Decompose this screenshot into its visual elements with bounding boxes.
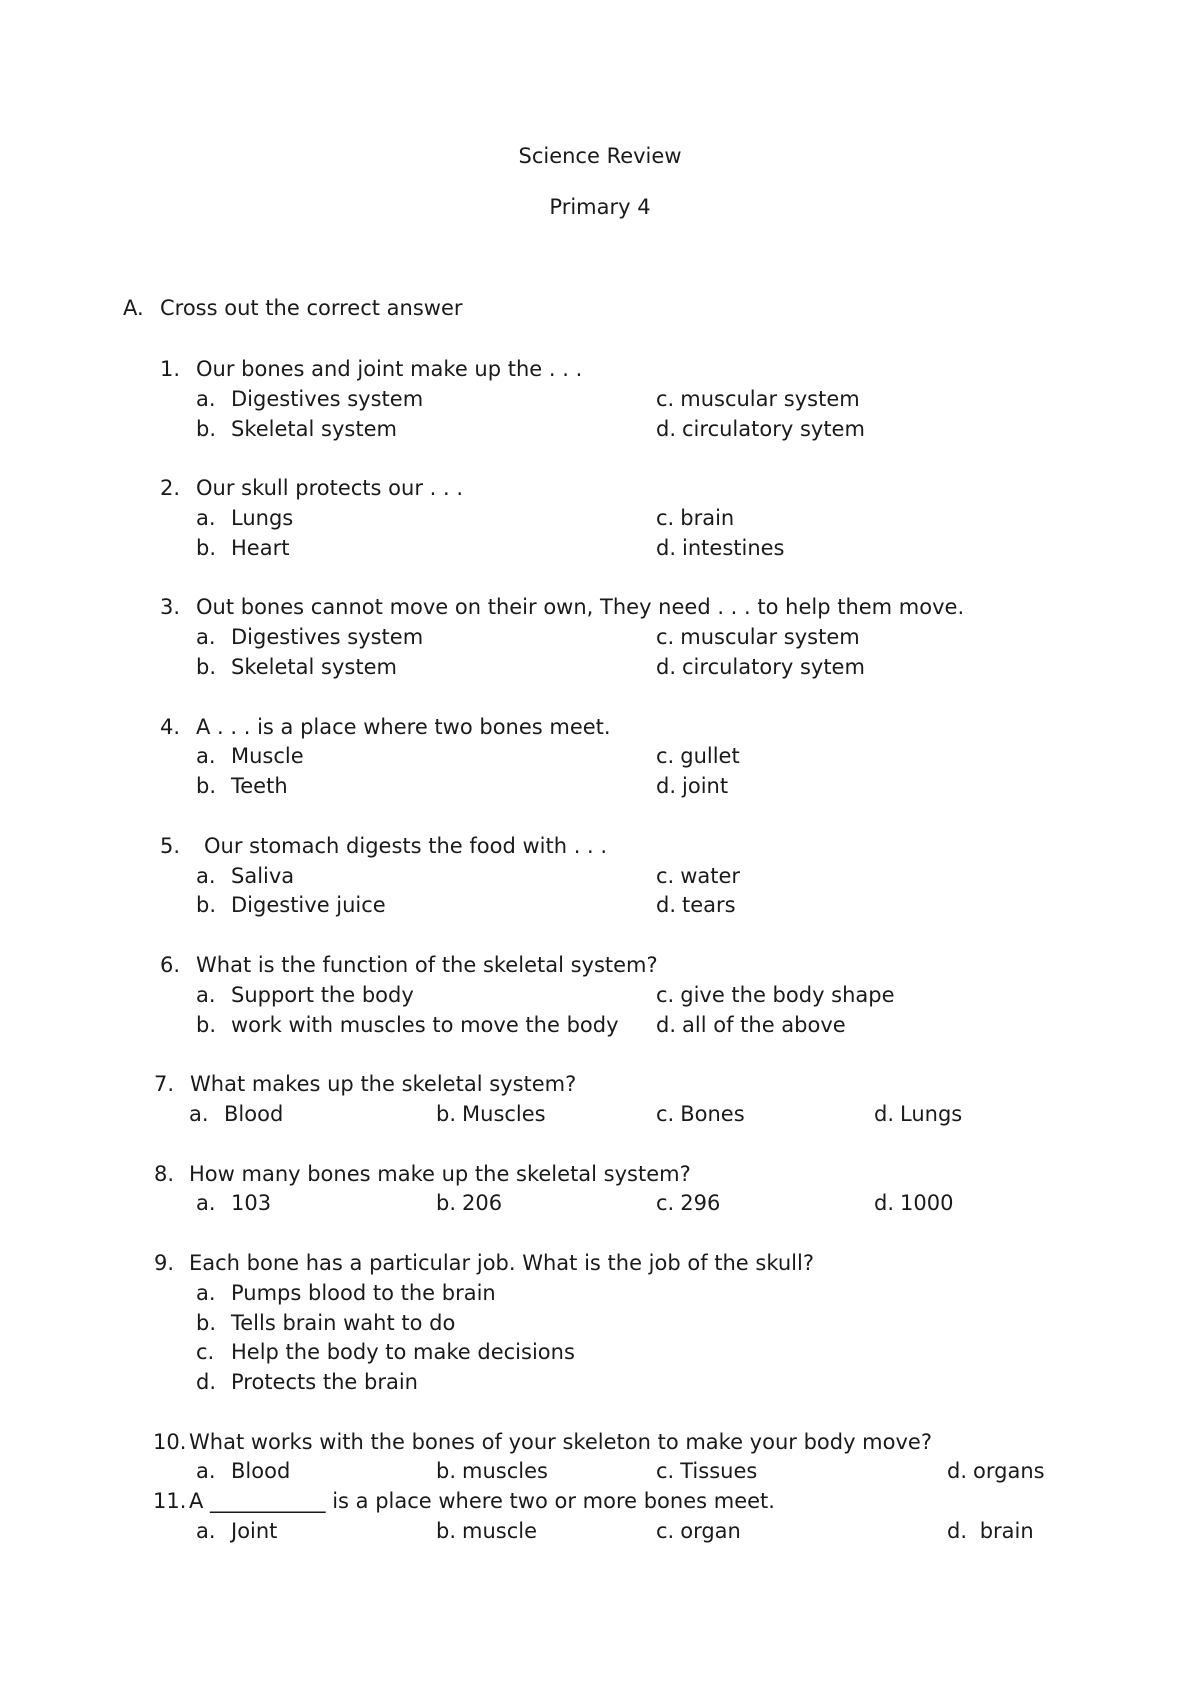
option-c[interactable]: c. brain — [656, 505, 735, 530]
option-b[interactable]: b. Digestive juice — [196, 893, 386, 918]
option-a[interactable]: a. Pumps blood to the brain — [196, 1280, 496, 1305]
option-a[interactable]: a. Support the body — [196, 982, 414, 1007]
option-c[interactable]: c. Tissues — [656, 1459, 758, 1484]
question-1 — [0, 355, 1200, 444]
question-8 — [0, 1160, 1200, 1220]
option-c[interactable]: c. Bones — [656, 1101, 745, 1126]
option-b[interactable]: b. Skeletal system — [196, 654, 397, 679]
question-number: 6. — [160, 952, 181, 977]
question-3 — [0, 593, 1200, 682]
option-b[interactable]: b. Tells brain waht to do — [196, 1310, 456, 1335]
question-number: 4. — [160, 714, 181, 739]
question-number: 11. — [153, 1489, 187, 1514]
question-5 — [0, 832, 1200, 921]
option-d[interactable]: d. 1000 — [874, 1191, 954, 1216]
option-d[interactable]: d. brain — [947, 1519, 1034, 1544]
option-a[interactable]: a. 103 — [196, 1191, 272, 1216]
question-number: 8. — [154, 1161, 175, 1186]
page-title: Science Review — [518, 144, 682, 168]
option-d[interactable]: d. tears — [656, 893, 736, 918]
question-10 — [0, 1428, 1200, 1488]
section-letter: A. — [123, 296, 144, 320]
option-d[interactable]: d. organs — [947, 1459, 1045, 1484]
section-instruction: Cross out the correct answer — [160, 296, 463, 320]
question-7 — [0, 1070, 1200, 1130]
question-11 — [0, 1487, 1200, 1547]
question-number: 7. — [154, 1072, 175, 1097]
option-c[interactable]: c. gullet — [656, 744, 740, 769]
question-number: 2. — [160, 476, 181, 501]
option-a[interactable]: a. Digestives system — [196, 386, 424, 411]
option-a[interactable]: a. Blood — [189, 1101, 284, 1126]
question-number: 3. — [160, 595, 181, 620]
question-text: Our skull protects our . . . — [196, 476, 464, 501]
question-6 — [0, 951, 1200, 1040]
option-c[interactable]: c. 296 — [656, 1191, 721, 1216]
option-d[interactable]: d. circulatory sytem — [656, 654, 865, 679]
question-4 — [0, 713, 1200, 802]
question-text: What works with the bones of your skeleton to make your body move? — [189, 1429, 932, 1454]
page-subtitle: Primary 4 — [549, 195, 651, 219]
question-text: What is the function of the skeletal system? — [196, 952, 658, 977]
option-a[interactable]: a. Digestives system — [196, 625, 424, 650]
option-d[interactable]: d. circulatory sytem — [656, 416, 865, 441]
option-a[interactable]: a. Lungs — [196, 505, 294, 530]
option-d[interactable]: d. joint — [656, 774, 729, 799]
option-b[interactable]: b. work with muscles to move the body — [196, 1012, 619, 1037]
question-text: Our bones and joint make up the . . . — [196, 357, 583, 381]
question-2 — [0, 474, 1200, 563]
option-b[interactable]: b. 206 — [436, 1191, 503, 1216]
option-b[interactable]: b. muscles — [436, 1459, 548, 1484]
question-text: Our stomach digests the food with . . . — [204, 833, 608, 858]
option-b[interactable]: b. Muscles — [436, 1101, 546, 1126]
option-d[interactable]: d. all of the above — [656, 1012, 846, 1037]
question-number: 9. — [154, 1250, 175, 1275]
question-number: 10. — [153, 1429, 187, 1454]
option-a[interactable]: a. Muscle — [196, 744, 304, 769]
option-a[interactable]: a. Blood — [196, 1459, 291, 1484]
option-b[interactable]: b. muscle — [436, 1519, 538, 1544]
option-a[interactable]: a. Joint — [196, 1519, 278, 1544]
option-c[interactable]: c. give the body shape — [656, 982, 895, 1007]
option-c[interactable]: c. muscular system — [656, 386, 860, 411]
option-d[interactable]: d. Lungs — [874, 1101, 963, 1126]
option-b[interactable]: b. Heart — [196, 535, 290, 560]
question-text: A ___________ is a place where two or more bones meet. — [189, 1489, 775, 1514]
question-text: Each bone has a particular job. What is the job of the skull? — [189, 1250, 814, 1275]
option-d[interactable]: d. Protects the brain — [196, 1370, 418, 1395]
option-b[interactable]: b. Skeletal system — [196, 416, 397, 441]
option-c[interactable]: c. Help the body to make decisions — [196, 1340, 575, 1365]
question-text: Out bones cannot move on their own, They need . . . to help them move. — [196, 595, 965, 620]
section-heading — [123, 294, 463, 324]
option-c[interactable]: c. water — [656, 863, 741, 888]
option-c[interactable]: c. organ — [656, 1519, 741, 1544]
question-list — [0, 355, 1200, 1577]
option-d[interactable]: d. intestines — [656, 535, 785, 560]
option-b[interactable]: b. Teeth — [196, 774, 288, 799]
question-text: How many bones make up the skeletal system? — [189, 1161, 691, 1186]
question-number: 5. — [160, 833, 181, 858]
option-c[interactable]: c. muscular system — [656, 625, 860, 650]
question-number: 1. — [160, 357, 181, 381]
question-text: What makes up the skeletal system? — [190, 1072, 577, 1097]
question-text: A . . . is a place where two bones meet. — [196, 714, 611, 739]
question-9 — [0, 1249, 1200, 1398]
option-a[interactable]: a. Saliva — [196, 863, 295, 888]
